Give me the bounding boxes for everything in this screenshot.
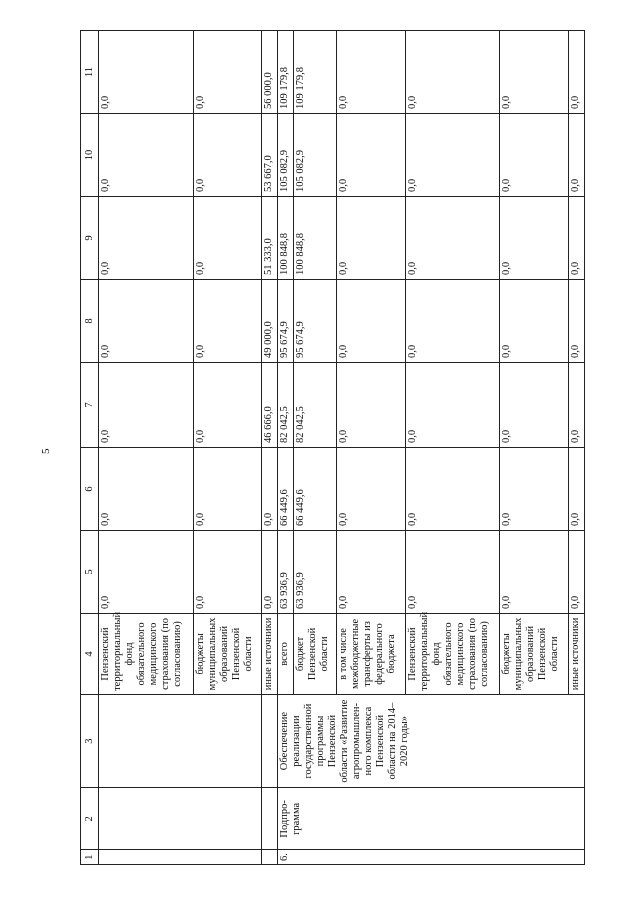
col-header: 5 [81, 531, 99, 614]
source-cell: иные источники [261, 614, 277, 695]
row-name: Обеспечение реализации государственной программы Пензенской области «Развитие агропромышлен-ного комплекса Пензенской области на 2014–2020 годы» [278, 694, 585, 787]
value-cell: 51 333,0 [261, 197, 277, 280]
value-cell: 100 848,8 [278, 197, 294, 280]
column-number-row [81, 31, 99, 865]
value-cell: 105 082,9 [278, 114, 294, 197]
value-cell: 0,0 [336, 197, 405, 280]
col-header: 3 [81, 694, 99, 787]
value-cell: 66 449,6 [278, 448, 294, 531]
value-cell: 0,0 [568, 31, 584, 114]
value-cell: 0,0 [99, 197, 193, 280]
col-header: 4 [81, 614, 99, 695]
value-cell: 0,0 [193, 531, 261, 614]
value-cell: 53 667,0 [261, 114, 277, 197]
row-number: 6. [278, 850, 585, 865]
value-cell: 63 936,9 [294, 531, 336, 614]
value-cell: 0,0 [99, 280, 193, 363]
value-cell: 0,0 [406, 114, 500, 197]
value-cell: 0,0 [500, 114, 568, 197]
cell-empty [99, 788, 262, 850]
value-cell: 0,0 [500, 448, 568, 531]
source-cell: бюджет Пензенской области [294, 614, 336, 695]
source-cell: бюджеты муниципальных образований Пензенской области [500, 614, 568, 695]
cell-empty [261, 850, 277, 865]
value-cell: 0,0 [568, 531, 584, 614]
value-cell: 0,0 [261, 531, 277, 614]
value-cell: 0,0 [99, 114, 193, 197]
value-cell: 0,0 [406, 362, 500, 447]
cell-empty [99, 694, 262, 787]
value-cell: 66 449,6 [294, 448, 336, 531]
value-cell: 0,0 [99, 362, 193, 447]
value-cell: 0,0 [193, 114, 261, 197]
cell-empty [99, 850, 262, 865]
col-header: 2 [81, 788, 99, 850]
value-cell: 0,0 [500, 531, 568, 614]
source-cell: бюджеты муниципальных образований Пензенской области [193, 614, 261, 695]
table-row [261, 31, 277, 865]
col-header: 7 [81, 362, 99, 447]
cell-empty [261, 694, 277, 787]
value-cell: 0,0 [406, 197, 500, 280]
value-cell: 100 848,8 [294, 197, 336, 280]
value-cell: 0,0 [568, 280, 584, 363]
page-number: 5 [40, 448, 52, 454]
table-row [278, 31, 294, 865]
source-cell: в том числе межбюджетные трансферты из федерального бюджета [336, 614, 405, 695]
value-cell: 0,0 [336, 114, 405, 197]
value-cell: 105 082,9 [294, 114, 336, 197]
col-header: 6 [81, 448, 99, 531]
value-cell: 0,0 [193, 31, 261, 114]
col-header: 10 [81, 114, 99, 197]
col-header: 11 [81, 31, 99, 114]
value-cell: 0,0 [336, 31, 405, 114]
value-cell: 0,0 [193, 362, 261, 447]
value-cell: 82 042,5 [278, 362, 294, 447]
value-cell: 0,0 [406, 448, 500, 531]
value-cell: 63 936,9 [278, 531, 294, 614]
value-cell: 0,0 [336, 448, 405, 531]
value-cell: 0,0 [406, 280, 500, 363]
col-header: 1 [81, 850, 99, 865]
value-cell: 49 000,0 [261, 280, 277, 363]
value-cell: 0,0 [99, 31, 193, 114]
row-type: Подпро-грамма [278, 788, 585, 850]
value-cell: 0,0 [336, 531, 405, 614]
value-cell: 0,0 [568, 448, 584, 531]
budget-table [80, 30, 585, 865]
table-row [99, 31, 193, 865]
value-cell: 95 674,9 [294, 280, 336, 363]
source-cell: иные источники [568, 614, 584, 695]
value-cell: 82 042,5 [294, 362, 336, 447]
value-cell: 46 666,0 [261, 362, 277, 447]
value-cell: 0,0 [99, 448, 193, 531]
value-cell: 0,0 [99, 531, 193, 614]
value-cell: 0,0 [568, 114, 584, 197]
value-cell: 0,0 [193, 280, 261, 363]
col-header: 9 [81, 197, 99, 280]
value-cell: 0,0 [336, 280, 405, 363]
value-cell: 0,0 [193, 448, 261, 531]
value-cell: 0,0 [406, 531, 500, 614]
value-cell: 0,0 [500, 280, 568, 363]
col-header: 8 [81, 280, 99, 363]
source-cell: всего [278, 614, 294, 695]
value-cell: 0,0 [568, 362, 584, 447]
source-cell: Пензенский территориальный фонд обязательного медицинского страхования (по согласованию) [406, 614, 500, 695]
value-cell: 0,0 [500, 362, 568, 447]
value-cell: 0,0 [500, 31, 568, 114]
value-cell: 95 674,9 [278, 280, 294, 363]
rotated-table-container [80, 30, 585, 865]
value-cell: 0,0 [336, 362, 405, 447]
value-cell: 56 000,0 [261, 31, 277, 114]
value-cell: 109 179,8 [278, 31, 294, 114]
cell-empty [261, 788, 277, 850]
value-cell: 0,0 [500, 197, 568, 280]
value-cell: 0,0 [193, 197, 261, 280]
source-cell: Пензенский территориальный фонд обязательного медицинского страхования (по согласованию) [99, 614, 193, 695]
value-cell: 109 179,8 [294, 31, 336, 114]
value-cell: 0,0 [261, 448, 277, 531]
value-cell: 0,0 [568, 197, 584, 280]
value-cell: 0,0 [406, 31, 500, 114]
